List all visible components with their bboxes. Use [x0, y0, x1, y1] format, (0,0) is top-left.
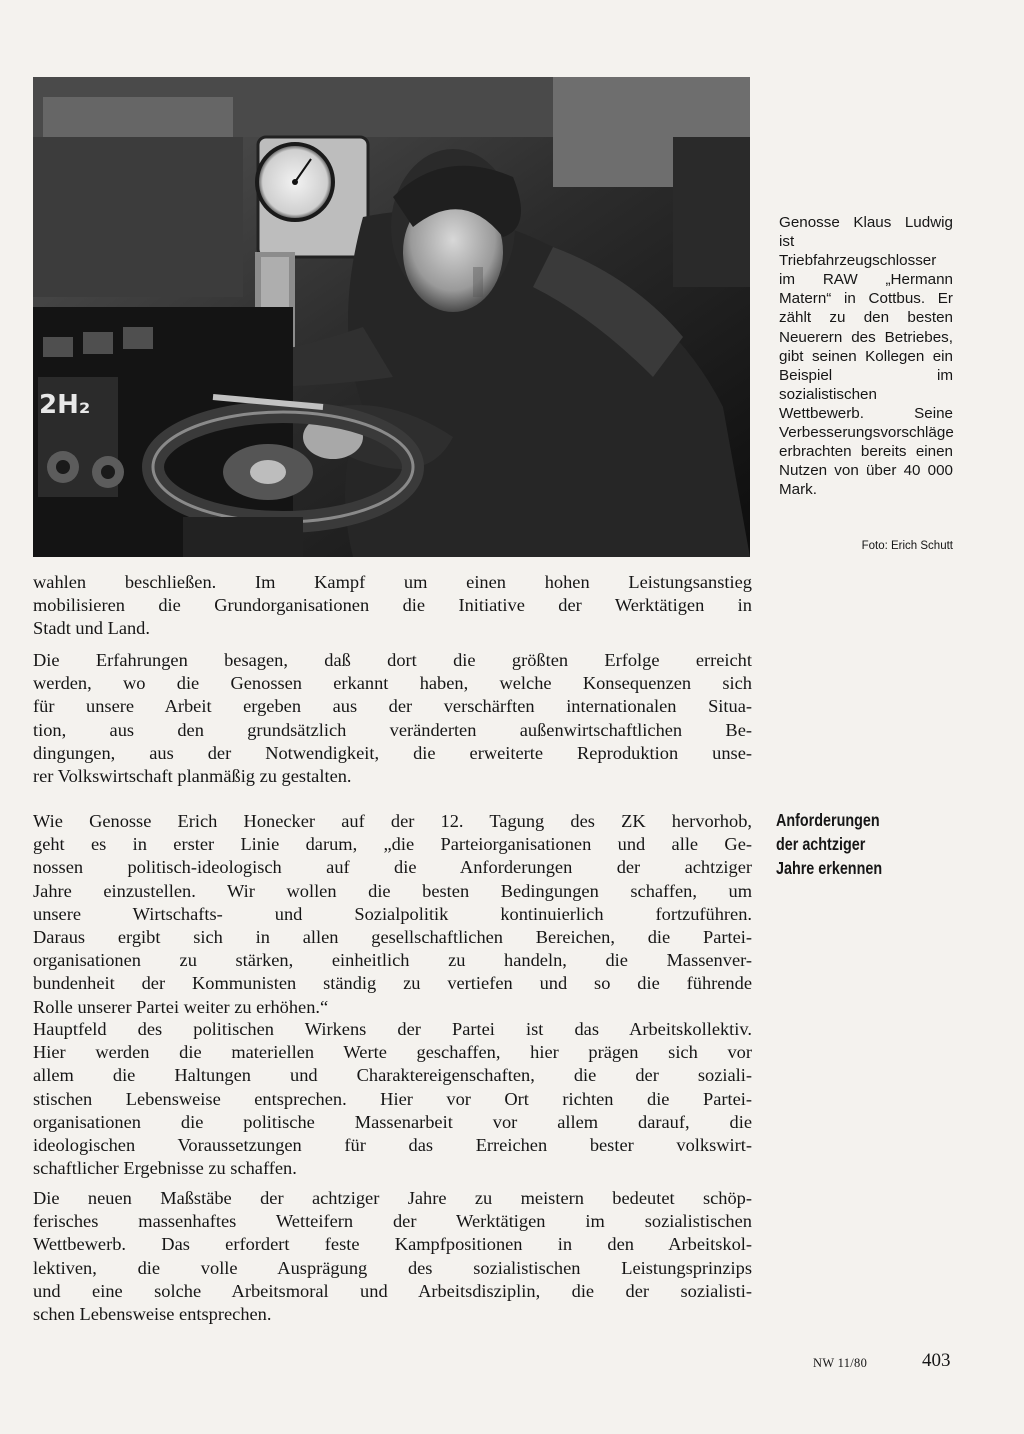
paragraph-1	[33, 571, 752, 641]
text-line: stischen Lebensweise entsprechen. Hier vor Ort richten die Partei-	[33, 1088, 752, 1109]
side-heading-line: der achtziger	[776, 834, 866, 854]
text-line: Hauptfeld des politischen Wirkens der Partei ist das Arbeitskollektiv.	[33, 1019, 752, 1039]
text-line: ferisches massenhaftes Wetteifern der Werktätigen im sozialistischen	[33, 1211, 752, 1232]
text-line: ideologischen Voraussetzungen für das Erreichen bester volkswirt-	[33, 1135, 752, 1156]
text-line: Jahre einzustellen. Wir wollen die besten Bedingungen schaffen, um	[33, 880, 752, 901]
photo-illustration	[33, 77, 750, 557]
text-line: und eine solche Arbeitsmoral und Arbeitsdisziplin, die der sozialisti-	[33, 1280, 752, 1301]
text-line: Wettbewerb. Das erfordert feste Kampfpositionen in den Arbeitskol-	[33, 1234, 752, 1255]
text-line: schaftlicher Ergebnisse zu schaffen.	[33, 1158, 297, 1179]
text-line: organisationen die politische Massenarbeit vor allem darauf, die	[33, 1111, 752, 1132]
text-line: dingungen, aus der Notwendigkeit, die erweiterte Reproduktion unse-	[33, 742, 752, 763]
text-line: wahlen beschließen. Im Kampf um einen hohen Leistungsanstieg	[33, 572, 752, 592]
side-heading-line: Jahre erkennen	[776, 858, 883, 878]
text-line: tion, aus den grundsätzlich veränderten außenwirtschaftlichen Be-	[33, 719, 752, 740]
article-photo	[33, 77, 750, 557]
text-line: rer Volkswirtschaft planmäßig zu gestalten.	[33, 766, 352, 787]
text-line: Hier werden die materiellen Werte geschaffen, hier prägen sich vor	[33, 1042, 752, 1063]
text-line: schen Lebensweise entsprechen.	[33, 1304, 272, 1325]
paragraph-2	[33, 649, 752, 788]
text-line: organisationen zu stärken, einheitlich zu handeln, die Massenver-	[33, 950, 752, 971]
panel-marking: 2H₂	[39, 390, 91, 420]
page-number: 403	[922, 1350, 951, 1371]
issue-label: NW 11/80	[813, 1356, 868, 1370]
text-line: Stadt und Land.	[33, 618, 150, 639]
text-line: Wie Genosse Erich Honecker auf der 12. Tagung des ZK hervorhob,	[33, 811, 752, 831]
side-heading	[776, 808, 940, 880]
paragraph-5	[33, 1187, 752, 1326]
text-line: für unsere Arbeit ergeben aus der verschärften internationalen Situa-	[33, 696, 752, 717]
side-heading-line: Anforderungen	[776, 810, 880, 830]
text-line: nossen politisch-ideologisch auf die Anforderungen der achtziger	[33, 857, 752, 878]
text-line: Rolle unserer Partei weiter zu erhöhen.“	[33, 996, 329, 1017]
text-line: allem die Haltungen und Charaktereigenschaften, die der soziali-	[33, 1065, 752, 1086]
text-line: Daraus ergibt sich in allen gesellschaftlichen Bereichen, die Partei-	[33, 927, 752, 948]
text-line: Die Erfahrungen besagen, daß dort die größten Erfolge erreicht	[33, 650, 752, 670]
paragraph-3	[33, 810, 752, 1019]
text-line: mobilisieren die Grundorganisationen die Initiative der Werktätigen in	[33, 595, 752, 616]
text-line: geht es in erster Linie darum, „die Parteiorganisationen und alle Ge-	[33, 834, 752, 855]
text-line: Die neuen Maßstäbe der achtziger Jahre zu meistern bedeutet schöp-	[33, 1188, 752, 1208]
text-line: werden, wo die Genossen erkannt haben, welche Konsequenzen sich	[33, 673, 752, 694]
text-line: unsere Wirtschafts- und Sozialpolitik kontinuierlich fortzuführen.	[33, 903, 752, 924]
paragraph-4	[33, 1018, 752, 1180]
text-line: bundenheit der Kommunisten ständig zu vertiefen und so die führende	[33, 973, 752, 994]
photo-caption: Genosse Klaus Ludwig ist Triebfahrzeugschlosser im RAW „Hermann Matern“ in Cottbus. Er zählt zu den besten Neuerern des Betriebes, gibt seinen Kollegen ein Beispiel im sozialistischen Wettbewerb. Seine Verbesserungsvorschläge erbrachten bereits einen Nutzen von über 40 000 Mark.	[779, 214, 954, 499]
text-line: lektiven, die volle Ausprägung des sozialistischen Leistungsprinzips	[33, 1257, 752, 1278]
photo-credit: Foto: Erich Schutt	[861, 540, 953, 552]
